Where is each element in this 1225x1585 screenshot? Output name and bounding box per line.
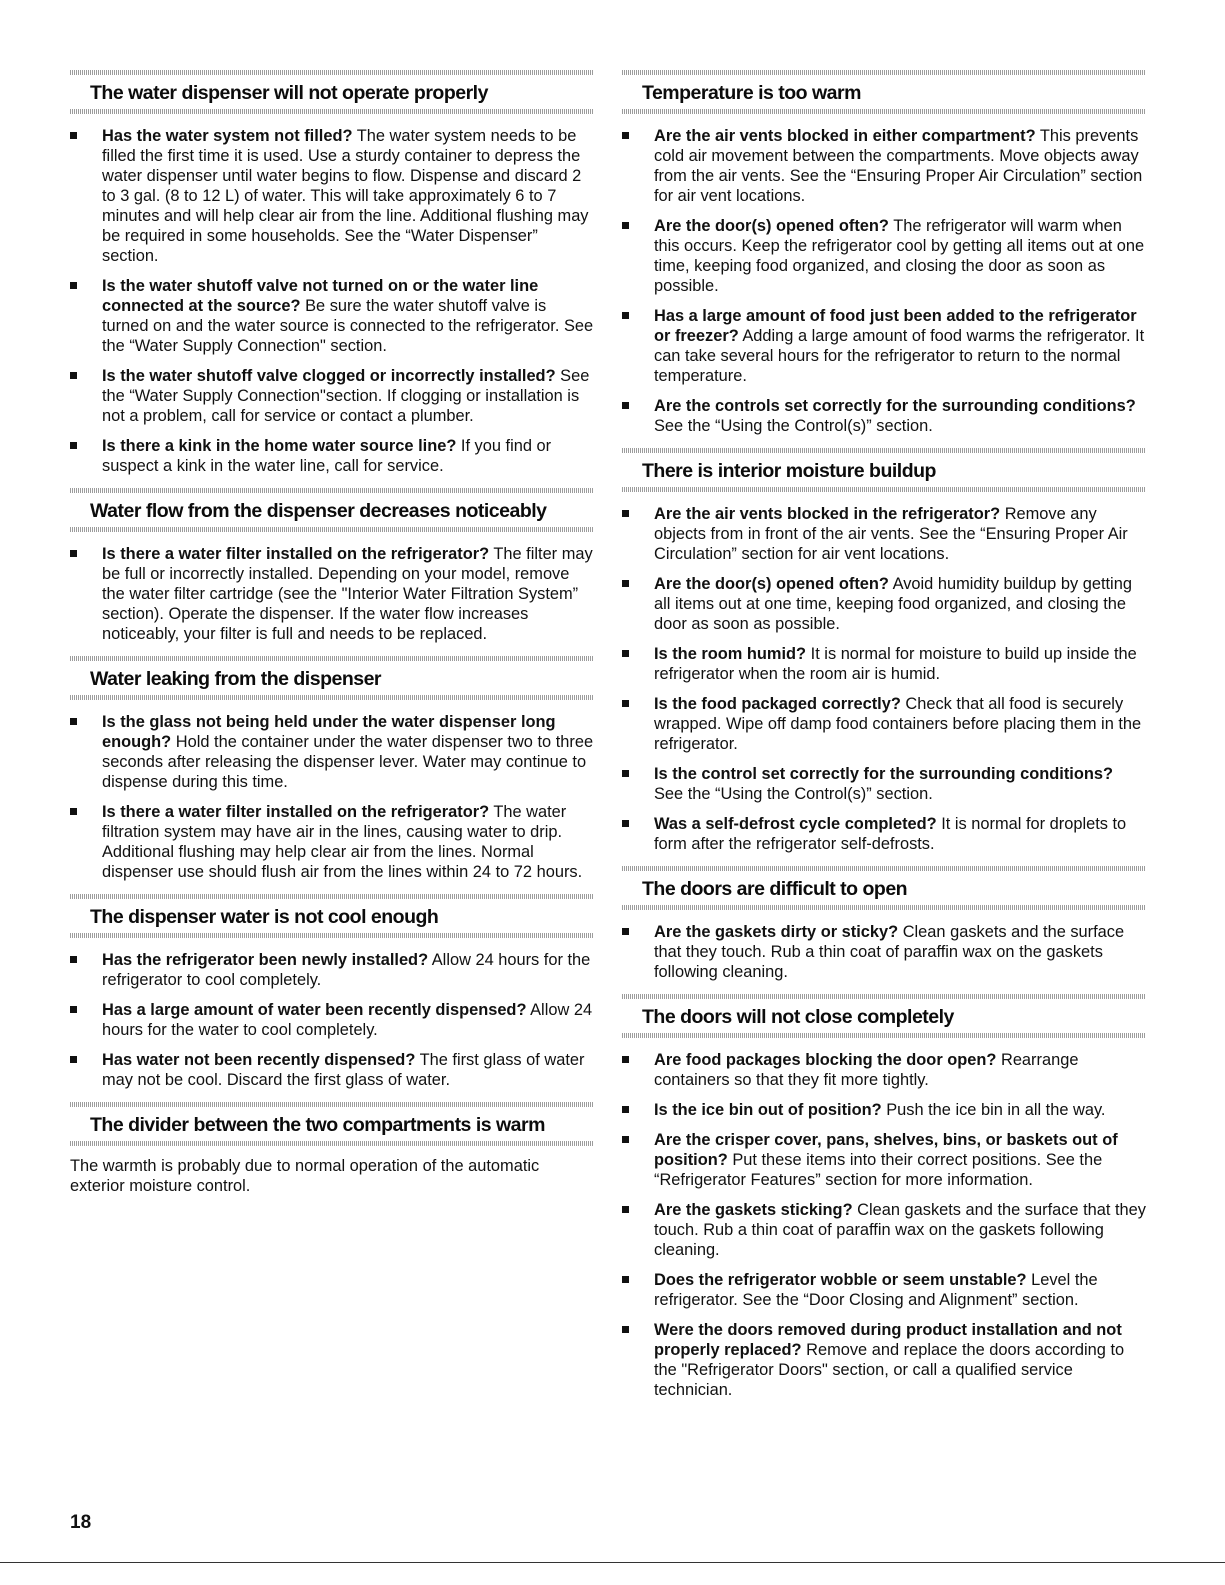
question: Has a large amount of water been recently dispensed? [102,1001,527,1019]
bullet-icon [622,1106,629,1113]
list-item [622,216,1146,296]
section-rule-bottom [622,1033,1146,1038]
page-number: 18 [70,1512,92,1533]
section-title: The dispenser water is not cool enough [90,906,439,928]
section-the-divider-between-the-two-compartments-is-warm [70,1102,594,1196]
answer: Level the refrigerator. See the “Door Closing and Alignment” section. [654,1271,1098,1309]
section-there-is-interior-moisture-buildup [622,448,1146,854]
list-item [622,764,1146,804]
list-item [70,712,594,792]
answer: Remove any objects from in front of the air vents. See the “Ensuring Proper Air Circulation” section for air vent locations. [654,505,1128,563]
section-rule-top [70,488,594,493]
section-water-leaking-from-the-dispenser [70,656,594,882]
question: Are food packages blocking the door open? [654,1051,997,1069]
answer: This prevents cold air movement between the compartments. Move objects away from the air vents. See the “Ensuring Proper Air Circulation” section for air vent locations. [654,127,1143,205]
answer: Allow 24 hours for the refrigerator to cool completely. [102,951,591,989]
answer: Hold the container under the water dispenser two to three seconds after releasing the dispenser lever. Water may continue to dispense during this time. [102,733,594,791]
section-rule-bottom [70,109,594,114]
section-rule-bottom [622,109,1146,114]
question-list [622,1050,1146,1400]
section-rule-top [70,894,594,899]
list-item [622,1200,1146,1260]
section-rule-bottom [70,695,594,700]
section-the-doors-will-not-close-completely [622,994,1146,1400]
section-rule-bottom [70,527,594,532]
section-rule-bottom [70,933,594,938]
bullet-icon [622,770,629,777]
list-item [622,1130,1146,1190]
answer: The water system needs to be filled the first time it is used. Use a sturdy container to depress the water dispenser until water begins to flow. Dispense and discard 2 to 3 gal. (8 to 12 L) of water. This will take approximately 6 to 7 minutes and will help clear air from the line. Additional flushing may be required in some households. See the “Water Dispenser” section. [102,127,589,265]
answer: Rearrange containers so that they fit more tightly. [654,1051,1079,1089]
section-rule-top [622,866,1146,871]
answer: Clean gaskets and the surface that they touch. Rub a thin coat of paraffin wax on the gaskets following cleaning. [654,1201,1146,1259]
bullet-icon [622,1276,629,1283]
bullet-icon [622,312,629,319]
answer: The water filtration system may have air in the lines, causing water to drip. Additional flushing may help clear air from the lines. Normal dispenser use should flush air from the lines within 24 to 72 hours. [102,803,583,881]
bullet-icon [70,442,77,449]
right-column [622,70,1146,1412]
list-item [622,814,1146,854]
question: Is the glass not being held under the water dispenser long enough? [102,713,556,751]
answer: Put these items into their correct positions. See the “Refrigerator Features” section for more information. [654,1151,1103,1189]
list-item [70,276,594,356]
bullet-icon [70,1056,77,1063]
question: Is the food packaged correctly? [654,695,901,713]
bullet-icon [70,282,77,289]
question: Has a large amount of food just been added to the refrigerator or freezer? [654,307,1137,345]
answer: Check that all food is securely wrapped. Wipe off damp food containers before placing them in the refrigerator. [654,695,1142,753]
section-title: There is interior moisture buildup [642,460,936,482]
answer: It is normal for moisture to build up inside the refrigerator when the room air is humid. [654,645,1137,683]
section-the-water-dispenser-will-not-operate-properly [70,70,594,476]
question: Are the gaskets sticking? [654,1201,853,1219]
bullet-icon [70,550,77,557]
list-item [622,922,1146,982]
list-item [70,366,594,426]
bullet-icon [622,1206,629,1213]
section-title: The doors are difficult to open [642,878,908,900]
question: Was a self-defrost cycle completed? [654,815,937,833]
answer: See the “Using the Control(s)” section. [654,785,933,803]
bullet-icon [70,808,77,815]
section-water-flow-from-the-dispenser-decreases-noticeably [70,488,594,644]
answer: See the “Using the Control(s)” section. [654,417,933,435]
question: Is there a water filter installed on the refrigerator? [102,545,490,563]
question: Is there a water filter installed on the refrigerator? [102,803,490,821]
bullet-icon [70,1006,77,1013]
question-list [622,126,1146,436]
section-rule-bottom [70,1141,594,1146]
list-item [622,504,1146,564]
bottom-rule [0,1562,1225,1563]
bullet-icon [622,928,629,935]
section-temperature-is-too-warm [622,70,1146,436]
section-text: The warmth is probably due to normal operation of the automatic exterior moisture control. [70,1157,540,1195]
section-title: Temperature is too warm [642,82,861,104]
answer: Avoid humidity buildup by getting all items out at one time, keeping food organized, and closing the door as soon as possible. [654,575,1132,633]
section-title: Water leaking from the dispenser [90,668,382,690]
bullet-icon [622,402,629,409]
question: Is the water shutoff valve not turned on or the water line connected at the source? [102,277,539,315]
question: Are the air vents blocked in either compartment? [654,127,1036,145]
list-item [70,544,594,644]
bullet-icon [622,510,629,517]
list-item [622,694,1146,754]
question-list [70,950,594,1090]
question: Does the refrigerator wobble or seem unstable? [654,1271,1027,1289]
answer: Allow 24 hours for the water to cool completely. [102,1001,593,1039]
list-item [70,1050,594,1090]
question: Are the air vents blocked in the refrigerator? [654,505,1001,523]
bullet-icon [622,650,629,657]
list-item [70,1000,594,1040]
answer: See the “Water Supply Connection"section. If clogging or installation is not a problem, call for service or contact a plumber. [102,367,590,425]
answer: It is normal for droplets to form after the refrigerator self-defrosts. [654,815,1127,853]
question: Are the gaskets dirty or sticky? [654,923,899,941]
list-item [622,644,1146,684]
bullet-icon [622,700,629,707]
list-item [622,126,1146,206]
question-list [70,712,594,882]
section-rule-top [70,656,594,661]
question: Has water not been recently dispensed? [102,1051,416,1069]
list-item [70,950,594,990]
bullet-icon [622,1326,629,1333]
question: Is the control set correctly for the surrounding conditions? [654,765,1113,783]
list-item [622,396,1146,436]
list-item [70,436,594,476]
list-item [70,802,594,882]
answer: Remove and replace the doors according to the "Refrigerator Doors" section, or call a qualified service technician. [654,1341,1125,1399]
left-column [70,70,594,1208]
bullet-icon [70,956,77,963]
list-item [622,1270,1146,1310]
section-rule-top [622,70,1146,75]
bullet-icon [70,718,77,725]
section-the-doors-are-difficult-to-open [622,866,1146,982]
section-rule-top [622,448,1146,453]
bullet-icon [622,222,629,229]
list-item [622,1050,1146,1090]
question: Are the door(s) opened often? [654,217,889,235]
list-item [622,306,1146,386]
list-item [622,574,1146,634]
question: Are the controls set correctly for the surrounding conditions? [654,397,1136,415]
question: Is the ice bin out of position? [654,1101,882,1119]
section-rule-bottom [622,487,1146,492]
bullet-icon [70,132,77,139]
answer: The first glass of water may not be cool. Discard the first glass of water. [102,1051,585,1089]
section-rule-top [70,1102,594,1107]
section-title: The doors will not close completely [642,1006,954,1028]
section-rule-bottom [622,905,1146,910]
section-title: The water dispenser will not operate properly [90,82,488,104]
question: Has the refrigerator been newly installed? [102,951,429,969]
bullet-icon [70,372,77,379]
question-list [622,504,1146,854]
bullet-icon [622,1056,629,1063]
answer: Push the ice bin in all the way. [886,1101,1106,1119]
section-rule-top [70,70,594,75]
answer: If you find or suspect a kink in the water line, call for service. [102,437,552,475]
section-rule-top [622,994,1146,999]
question: Has the water system not filled? [102,127,353,145]
section-title: Water flow from the dispenser decreases noticeably [90,500,547,522]
list-item [70,126,594,266]
section-the-dispenser-water-is-not-cool-enough [70,894,594,1090]
answer: Clean gaskets and the surface that they touch. Rub a thin coat of paraffin wax on the gaskets following cleaning. [654,923,1125,981]
list-item [622,1100,1146,1120]
bullet-icon [622,820,629,827]
bullet-icon [622,580,629,587]
question-list [622,922,1146,982]
question: Is the room humid? [654,645,807,663]
question: Were the doors removed during product installation and not properly replaced? [654,1321,1122,1359]
answer: Adding a large amount of food warms the refrigerator. It can take several hours for the refrigerator to return to the normal temperature. [654,327,1145,385]
section-title: The divider between the two compartments is warm [90,1114,545,1136]
question-list [70,126,594,476]
question-list [70,544,594,644]
question: Are the crisper cover, pans, shelves, bins, or baskets out of position? [654,1131,1118,1169]
bullet-icon [622,1136,629,1143]
question: Are the door(s) opened often? [654,575,889,593]
question: Is the water shutoff valve clogged or incorrectly installed? [102,367,556,385]
bullet-icon [622,132,629,139]
answer: Be sure the water shutoff valve is turned on and the water source is connected to the refrigerator. See the “Water Supply Connection" section. [102,297,594,355]
answer: The refrigerator will warm when this occurs. Keep the refrigerator cool by getting all items out at one time, keeping food organized, and closing the door as soon as possible. [654,217,1145,295]
answer: The filter may be full or incorrectly installed. Depending on your model, remove the water filter cartridge (see the "Interior Water Filtration System” section). Operate the dispenser. If the water flow increases noticeably, your filter is full and needs to be replaced. [102,545,593,643]
question: Is there a kink in the home water source line? [102,437,457,455]
list-item [622,1320,1146,1400]
